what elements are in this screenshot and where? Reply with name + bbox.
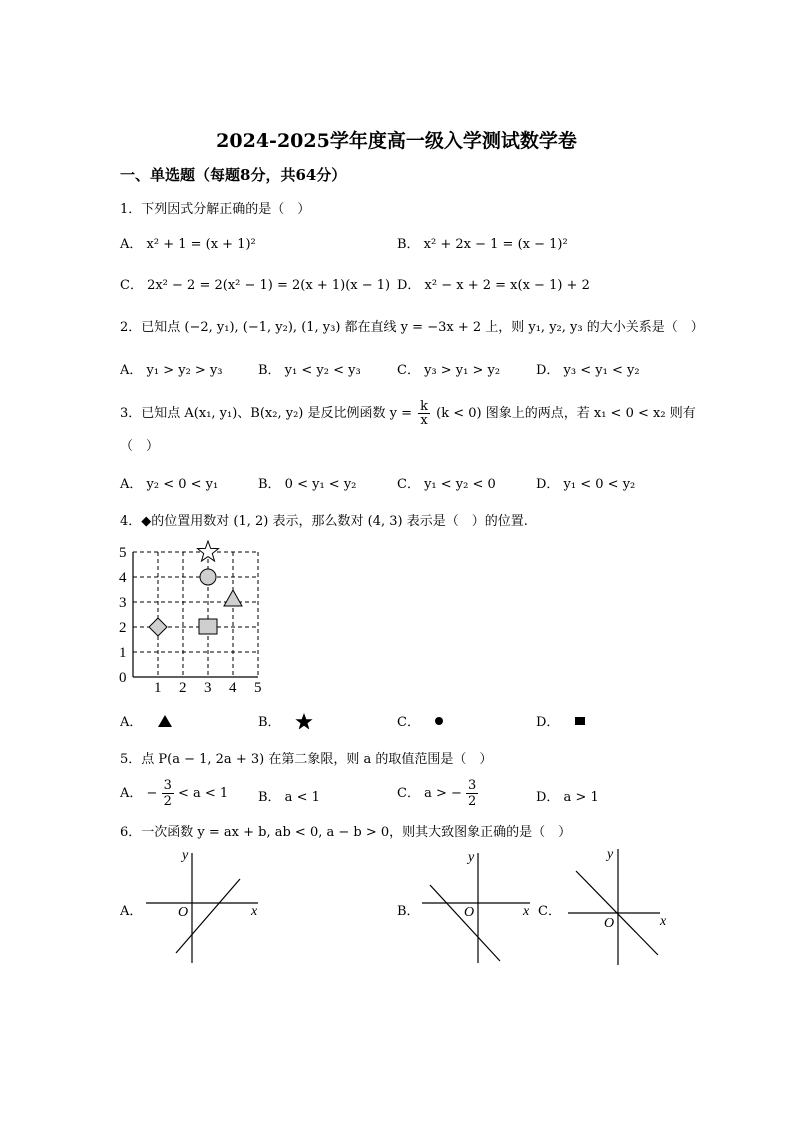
triangle-icon [224,590,242,606]
section-heading: 一、单选题（每题8分，共64分） [120,166,347,184]
grid-x-tick: 3 [204,680,212,696]
grid-y-tick: 1 [119,645,127,661]
grid-x-tick: 4 [229,680,237,696]
question-3-fraction-numerator: k [420,399,429,414]
grid-y-tick: 2 [119,620,127,636]
question-1-option-c[interactable]: C． 2x² − 2 = 2(x² − 1) = 2(x + 1)(x − 1) [120,278,391,293]
x-axis-label: x [660,914,667,929]
question-4-option-b[interactable] [258,711,313,730]
question-6-option-a[interactable]: A． [120,904,143,919]
question-1-option-b[interactable]: B． x² + 2x − 1 = (x − 1)² [397,237,568,252]
circle-icon [200,569,216,585]
question-3-option-b[interactable]: B． 0 < y₁ < y₂ [258,477,357,492]
y-axis-label: y [607,847,614,862]
question-3-option-a[interactable]: A． y₂ < 0 < y₁ [120,477,219,492]
question-5-option-a[interactable] [120,778,228,809]
question-4-grid-figure [115,538,275,698]
grid-y-tick: 3 [119,595,127,611]
grid-y-tick: 4 [119,570,127,586]
question-6-option-c[interactable]: C． [538,904,561,919]
question-5-option-c-fraction [466,778,478,809]
page-title: 2024-2025学年度高一级入学测试数学卷 [216,130,577,152]
y-axis-label: y [468,850,475,865]
x-axis-label: x [251,904,258,919]
question-4-option-a-label: A． [120,715,143,730]
question-2-option-b[interactable]: B． y₁ < y₂ < y₃ [258,363,361,378]
grid-y-tick: 5 [119,545,127,561]
grid-x-tick: 1 [154,680,162,696]
x-axis-label: x [523,904,530,919]
question-2-option-d[interactable]: D． y₃ < y₁ < y₂ [536,363,640,378]
fraction-numerator: 3 [163,778,172,793]
square-icon [199,619,217,634]
question-3-option-d[interactable]: D． y₁ < 0 < y₂ [536,477,636,492]
question-5-option-a-suffix: < a < 1 [177,786,229,801]
question-2-stem: 2．已知点 (−2, y₁), (−1, y₂), (1, y₃) 都在直线 y = −3x + 2 上，则 y₁, y₂, y₃ 的大小关系是（ ） [120,320,704,335]
question-5-option-a-fraction [162,778,174,809]
question-5-option-a-prefix: A． − [120,786,158,801]
question-4-stem: 4．◆的位置用数对 (1, 2) 表示，那么数对 (4, 3) 表示是（ ）的位置. [120,514,528,529]
question-4-option-d[interactable] [536,711,588,730]
diamond-icon [149,618,167,636]
question-3-stem-part-b: (k < 0) 图象上的两点，若 x₁ < 0 < x₂ 则有 [436,406,696,421]
grid-axes [133,552,258,677]
star-icon [198,541,219,561]
question-4-option-b-label: B． [258,715,281,730]
question-4-option-c-label: C． [397,715,420,730]
grid-x-tick: 5 [254,680,262,696]
origin-label: O [464,905,475,920]
question-5-stem: 5．点 P(a − 1, 2a + 3) 在第二象限，则 a 的取值范围是（ ） [120,752,493,767]
question-4-option-a[interactable] [120,711,173,730]
question-5-option-c-prefix: C． a > − [397,786,462,801]
question-1-option-d[interactable]: D． x² − x + 2 = x(x − 1) + 2 [397,278,590,293]
question-1-option-a[interactable]: A． x² + 1 = (x + 1)² [120,237,256,252]
question-3-fraction-denominator: x [420,413,428,428]
question-3-stem-paren: （ ） [120,439,160,454]
question-6-graph-c [560,843,675,968]
function-line [430,885,500,961]
question-3-stem [120,400,696,427]
square-icon [574,715,588,727]
question-4-option-c[interactable] [397,711,446,730]
grid-y-tick: 0 [119,670,127,686]
star-icon [295,713,313,729]
origin-label: O [604,916,615,931]
question-6-graph-a [140,843,270,968]
fraction-denominator: 2 [163,794,172,809]
question-5-option-b[interactable]: B． a < 1 [258,790,320,805]
question-1-stem: 1．下列因式分解正确的是（ ） [120,202,311,217]
question-5-option-c[interactable] [397,778,478,809]
fraction-denominator: 2 [468,794,477,809]
question-6-option-b[interactable]: B． [397,904,420,919]
y-axis-label: y [182,848,189,863]
question-3-fraction [418,400,430,427]
question-6-stem: 6．一次函数 y = ax + b, ab < 0, a − b > 0，则其大致图象正确的是（ ） [120,825,572,840]
origin-label: O [178,905,189,920]
grid-x-tick: 2 [179,680,187,696]
question-2-option-a[interactable]: A． y₁ > y₂ > y₃ [120,363,223,378]
question-5-option-d[interactable]: D． a > 1 [536,790,599,805]
question-3-stem-part-a: 3．已知点 A(x₁, y₁)、B(x₂, y₂) 是反比例函数 y = [120,406,412,421]
question-2-option-c[interactable]: C． y₃ > y₁ > y₂ [397,363,501,378]
circle-icon [434,715,446,727]
question-3-option-c[interactable]: C． y₁ < y₂ < 0 [397,477,496,492]
triangle-icon [157,714,173,728]
fraction-numerator: 3 [468,778,477,793]
grid-lines [133,552,258,677]
question-6-graph-b [418,843,538,968]
question-4-option-d-label: D． [536,715,560,730]
